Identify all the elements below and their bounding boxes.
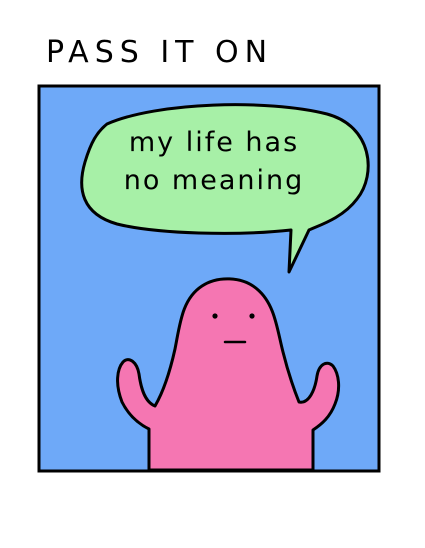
- speech-line-2: no meaning: [123, 165, 305, 196]
- speech-bubble-text: [94, 124, 334, 200]
- left-eye: [212, 313, 217, 318]
- comic-title: PASS IT ON: [46, 35, 274, 70]
- right-eye: [249, 313, 254, 318]
- speech-line-1: my life has: [128, 127, 300, 158]
